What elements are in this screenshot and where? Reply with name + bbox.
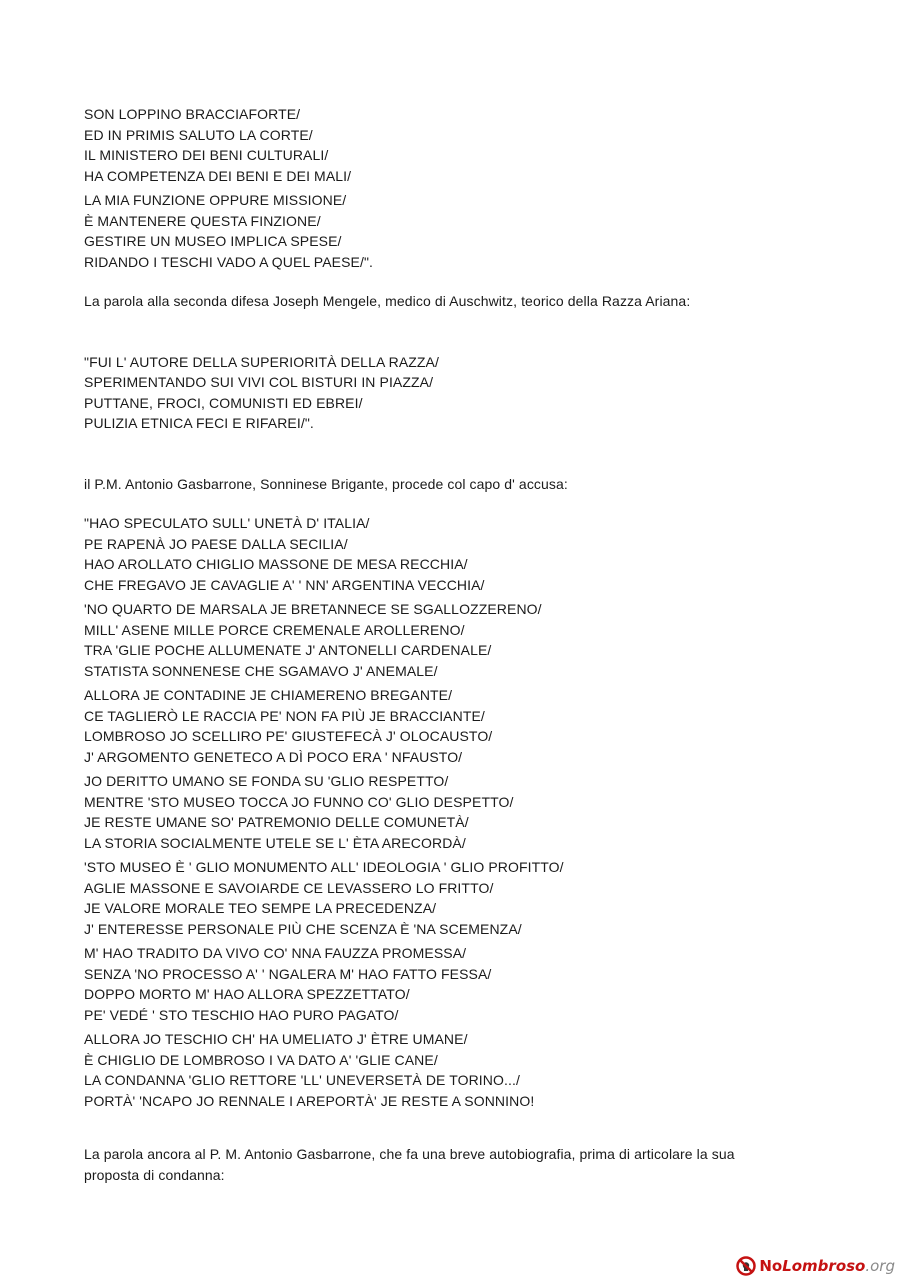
verse-stanza bbox=[84, 599, 804, 681]
verse-line: CE TAGLIERÒ LE RACCIA PE' NON FA PIÙ JE BRACCIANTE/ bbox=[84, 707, 485, 724]
verse-line: JO DERITTO UMANO SE FONDA SU 'GLIO RESPETTO/ bbox=[84, 773, 449, 789]
verse-line: SPERIMENTANDO SUI VIVI COL BISTURI IN PIAZZA/ bbox=[84, 374, 434, 390]
verse-stanza bbox=[84, 513, 804, 595]
verse-line: "HAO SPECULATO SULL' UNETÀ D' ITALIA/ bbox=[84, 515, 370, 531]
verse-stanza bbox=[84, 190, 804, 272]
prose-paragraph-2: il P.M. Antonio Gasbarrone, Sonninese Brigante, procede col capo d' accusa: bbox=[84, 475, 568, 492]
verse-line: RIDANDO I TESCHI VADO A QUEL PAESE/". bbox=[84, 253, 374, 270]
verse-line: J' ARGOMENTO GENETECO A DÌ POCO ERA ' NFAUSTO/ bbox=[84, 748, 463, 765]
verse-line: È MANTENERE QUESTA FINZIONE/ bbox=[84, 212, 321, 229]
verse-line: JE VALORE MORALE TEO SEMPE LA PRECEDENZA/ bbox=[84, 900, 437, 916]
verse-stanza bbox=[84, 857, 804, 939]
prose-paragraph-3: La parola ancora al P. M. Antonio Gasbarrone, che fa una breve autobiografia, prima di articolare la sua proposta di condanna: bbox=[84, 1146, 735, 1183]
verse-stanza bbox=[84, 1029, 804, 1111]
watermark bbox=[736, 1255, 895, 1277]
verse-line: LA CONDANNA 'GLIO RETTORE 'LL' UNEVERSETÀ DE TORINO.../ bbox=[84, 1072, 520, 1088]
verse-line: ALLORA JE CONTADINE JE CHIAMERENO BREGANTE/ bbox=[84, 687, 453, 703]
verse-line: PORTÀ' 'NCAPO JO RENNALE I AREPORTÀ' JE RESTE A SONNINO! bbox=[84, 1092, 535, 1109]
verse-line: È CHIGLIO DE LOMBROSO I VA DATO A' 'GLIE CANE/ bbox=[84, 1051, 438, 1068]
verse-line: 'NO QUARTO DE MARSALA JE BRETANNECE SE SGALLOZZERENO/ bbox=[84, 601, 542, 617]
verse-line: J' ENTERESSE PERSONALE PIÙ CHE SCENZA È 'NA SCEMENZA/ bbox=[84, 920, 522, 937]
verse-line: 'STO MUSEO È ' GLIO MONUMENTO ALL' IDEOLOGIA ' GLIO PROFITTO/ bbox=[84, 859, 564, 875]
verse-stanza bbox=[84, 104, 804, 186]
verse-line: ALLORA JO TESCHIO CH' HA UMELIATO J' ÈTRE UMANE/ bbox=[84, 1031, 468, 1047]
verse-line: IL MINISTERO DEI BENI CULTURALI/ bbox=[84, 147, 329, 163]
verse-line: PULIZIA ETNICA FECI E RIFAREI/". bbox=[84, 415, 314, 431]
verse-line: AGLIE MASSONE E SAVOIARDE CE LEVASSERO LO FRITTO/ bbox=[84, 879, 494, 896]
stanza-group-a bbox=[84, 104, 804, 272]
verse-line: PE RAPENÀ JO PAESE DALLA SECILIA/ bbox=[84, 535, 348, 552]
verse-stanza bbox=[84, 352, 804, 434]
stanza-group-b bbox=[84, 352, 804, 434]
verse-line: HA COMPETENZA DEI BENI E DEI MALI/ bbox=[84, 167, 352, 184]
verse-line: SON LOPPINO BRACCIAFORTE/ bbox=[84, 106, 301, 122]
verse-line: "FUI L' AUTORE DELLA SUPERIORITÀ DELLA RAZZA/ bbox=[84, 353, 439, 370]
verse-line: MILL' ASENE MILLE PORCE CREMENALE AROLLERENO/ bbox=[84, 621, 465, 638]
verse-line: GESTIRE UN MUSEO IMPLICA SPESE/ bbox=[84, 233, 342, 249]
verse-line: ED IN PRIMIS SALUTO LA CORTE/ bbox=[84, 126, 313, 143]
verse-line: M' HAO TRADITO DA VIVO CO' NNA FAUZZA PROMESSA/ bbox=[84, 945, 467, 961]
verse-line: JE RESTE UMANE SO' PATREMONIO DELLE COMUNETÀ/ bbox=[84, 814, 469, 830]
verse-line: MENTRE 'STO MUSEO TOCCA JO FUNNO CO' GLIO DESPETTO/ bbox=[84, 793, 514, 810]
verse-line: CHE FREGAVO JE CAVAGLIE A' ' NN' ARGENTINA VECCHIA/ bbox=[84, 576, 485, 593]
prose-paragraph-1: La parola alla seconda difesa Joseph Mengele, medico di Auschwitz, teorico della Razza Ariana: bbox=[84, 293, 691, 309]
verse-line: PUTTANE, FROCI, COMUNISTI ED EBREI/ bbox=[84, 394, 363, 411]
verse-line: LA MIA FUNZIONE OPPURE MISSIONE/ bbox=[84, 192, 347, 208]
verse-line: STATISTA SONNENESE CHE SGAMAVO J' ANEMALE/ bbox=[84, 662, 438, 679]
verse-line: SENZA 'NO PROCESSO A' ' NGALERA M' HAO FATTO FESSA/ bbox=[84, 965, 492, 982]
verse-line: LA STORIA SOCIALMENTE UTELE SE L' ÈTA ARECORDÀ/ bbox=[84, 834, 466, 851]
stanza-group-c bbox=[84, 513, 804, 1111]
no-sign-icon bbox=[736, 1256, 756, 1276]
verse-line: DOPPO MORTO M' HAO ALLORA SPEZZETTATO/ bbox=[84, 986, 410, 1002]
watermark-text: NoLombroso.org bbox=[759, 1257, 895, 1275]
verse-line: TRA 'GLIE POCHE ALLUMENATE J' ANTONELLI CARDENALE/ bbox=[84, 642, 492, 658]
verse-stanza bbox=[84, 685, 804, 767]
verse-line: LOMBROSO JO SCELLIRO PE' GIUSTEFECÀ J' OLOCAUSTO/ bbox=[84, 728, 493, 744]
verse-line: PE' VEDÉ ' STO TESCHIO HAO PURO PAGATO/ bbox=[84, 1006, 399, 1023]
verse-line: HAO AROLLATO CHIGLIO MASSONE DE MESA RECCHIA/ bbox=[84, 556, 468, 572]
verse-stanza bbox=[84, 771, 804, 853]
document-page bbox=[84, 104, 804, 1185]
verse-stanza bbox=[84, 943, 804, 1025]
